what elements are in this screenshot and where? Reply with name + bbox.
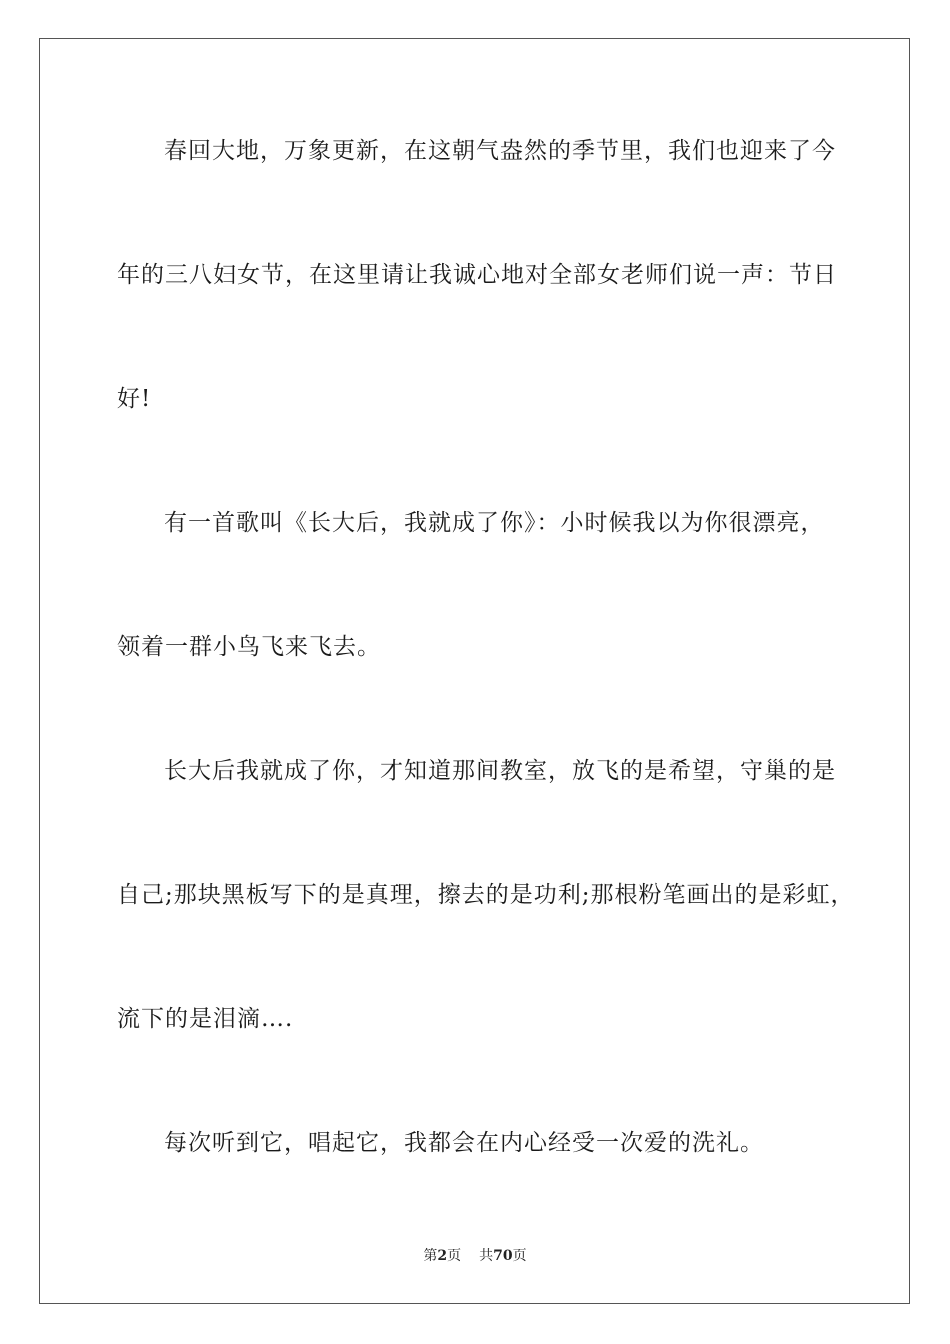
footer-page-number: 2 xyxy=(437,1248,448,1264)
paragraph-2-line-2: 领着一群小鸟飞来飞去。 xyxy=(117,634,381,660)
paragraph-2-line-1: 有一首歌叫《长大后，我就成了你》：小时候我以为你很漂亮， xyxy=(164,510,825,536)
paragraph-3-line-2: 自己;那块黑板写下的是真理，擦去的是功利;那根粉笔画出的是彩虹， xyxy=(117,882,855,908)
paragraph-1-line-2: 年的三八妇女节，在这里请让我诚心地对全部女老师们说一声：节日 xyxy=(117,262,837,288)
footer-total-prefix: 共 xyxy=(479,1248,494,1264)
paragraph-3-line-1: 长大后我就成了你，才知道那间教室，放飞的是希望，守巢的是 xyxy=(164,758,836,784)
paragraph-1-line-3: 好! xyxy=(117,386,152,412)
page-footer xyxy=(0,1247,950,1265)
page-frame xyxy=(39,38,910,1304)
paragraph-4-line-1: 每次听到它，唱起它，我都会在内心经受一次爱的洗礼。 xyxy=(164,1130,764,1156)
footer-page-prefix: 第 xyxy=(423,1248,438,1264)
footer-total-pages: 70 xyxy=(493,1248,513,1264)
footer-total-suffix: 页 xyxy=(512,1248,527,1264)
paragraph-1-line-1: 春回大地，万象更新，在这朝气盎然的季节里，我们也迎来了今 xyxy=(164,138,836,164)
paragraph-3-line-3: 流下的是泪滴…. xyxy=(117,1006,294,1032)
footer-page-suffix: 页 xyxy=(447,1248,462,1264)
